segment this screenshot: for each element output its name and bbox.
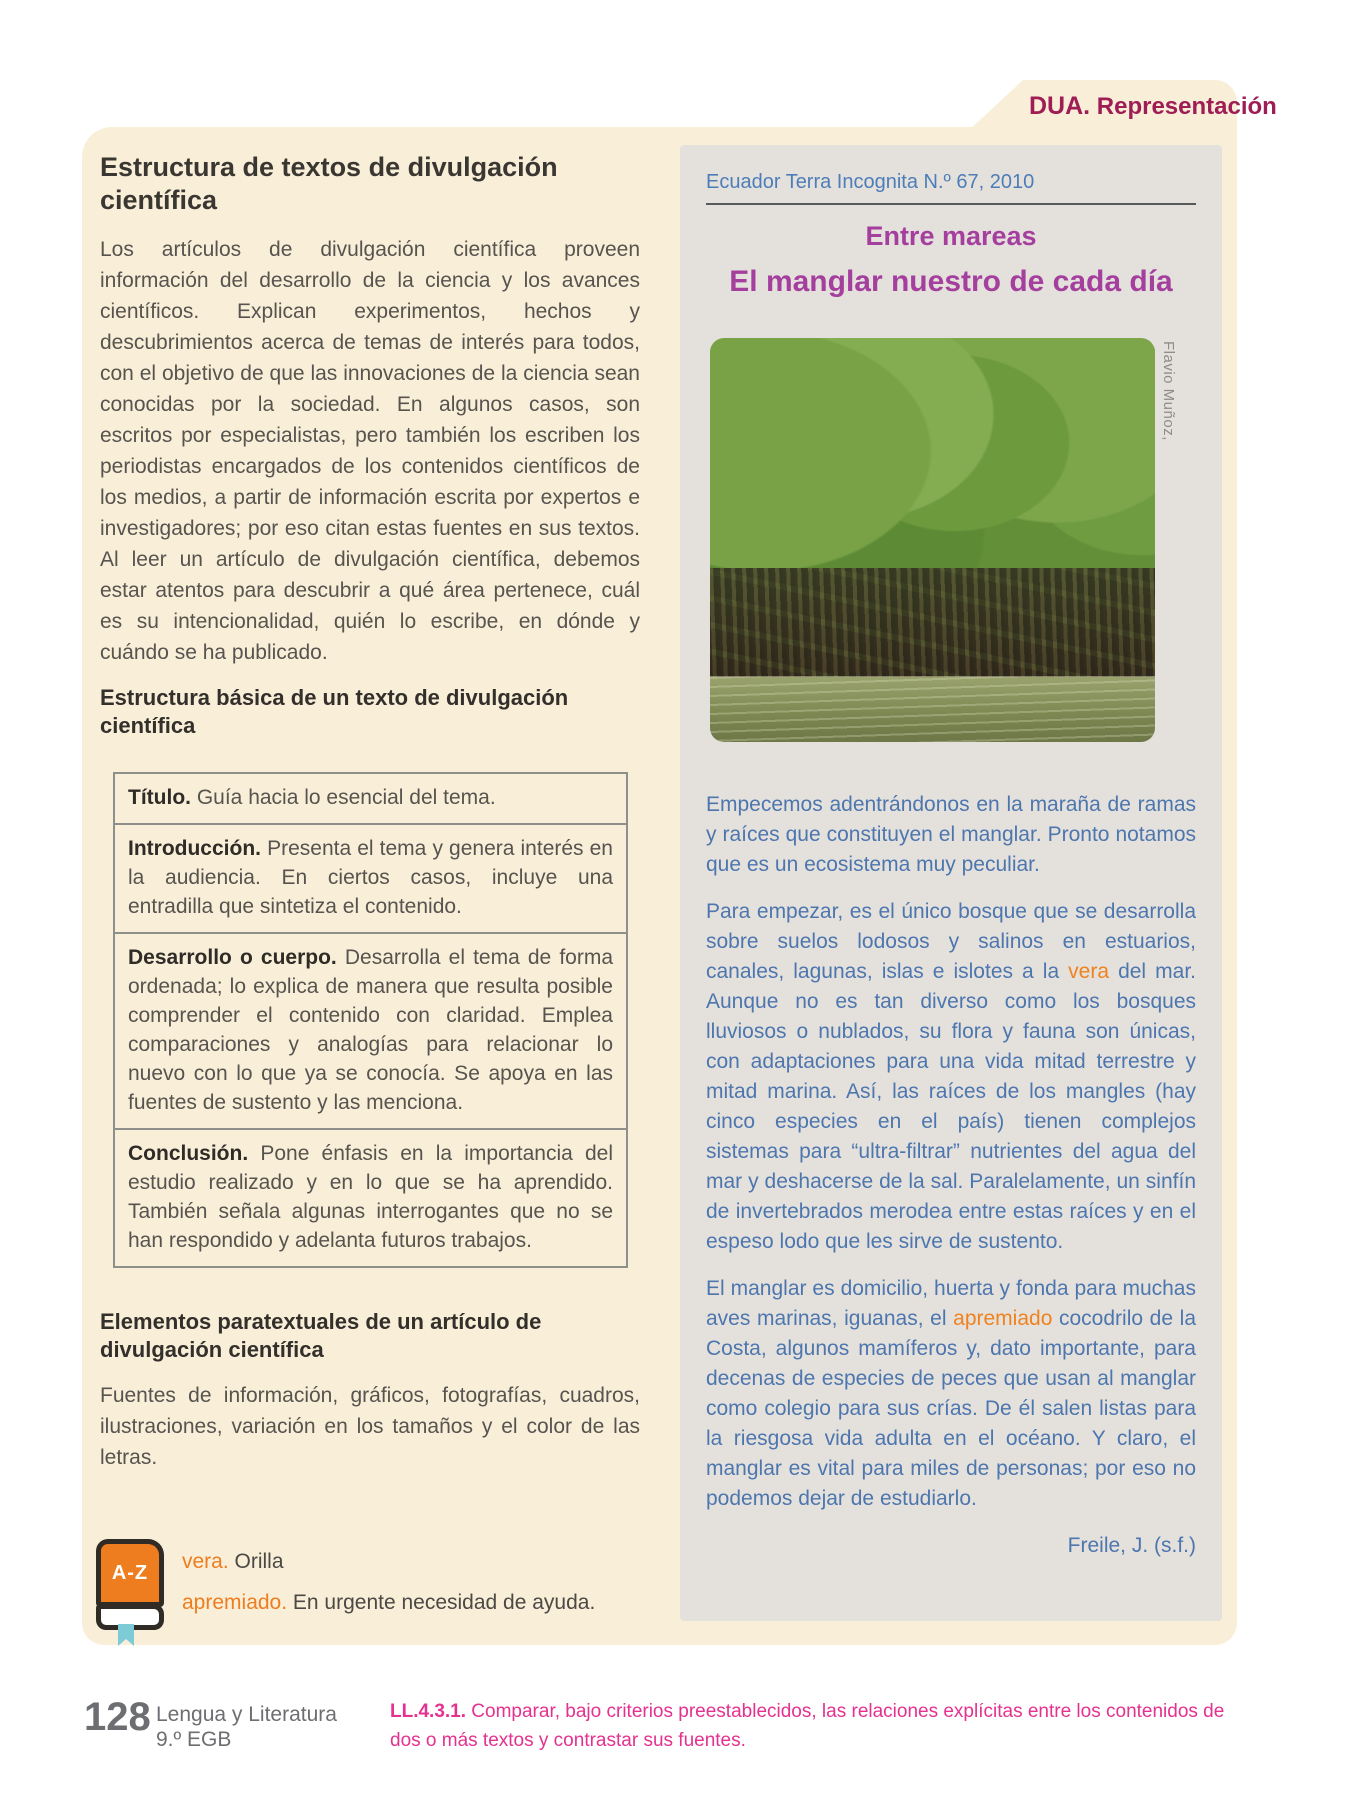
dua-type: Representación [1096,93,1277,120]
table-row-introduccion [115,825,626,934]
dictionary-icon [96,1539,164,1630]
article-body [706,790,1196,1561]
glossary-definition: Orilla [228,1550,284,1573]
article-paragraph: El manglar es domicilio, huerta y fonda para muchas aves marinas, iguanas, el apremiado cocodrilo de la Costa, algunos mamíferos y, dato importante, para decenas de especies de peces que usan al manglar como colegio para sus crías. De él salen listas para la riesgosa vida adulta en el océano. Y claro, el manglar es vital para miles de personas; por eso no podemos dejar de estudiarlo. [706,1277,1196,1510]
glossary-entries [182,1539,595,1630]
article-paragraph: Empecemos adentrándonos en la maraña de ramas y raíces que constituyen el manglar. Pronto notamos que es un ecosistema muy peculiar. [706,793,1196,876]
subject-name: Lengua y Literatura [156,1703,337,1726]
dua-code: DUA. [1029,92,1091,120]
mangrove-roots [710,568,1155,681]
glossary-entry [182,1582,595,1623]
structure-heading: Estructura básica de un texto de divulgación científica [100,685,569,738]
table-row-conclusion [115,1130,626,1266]
source-divider [706,203,1196,205]
article-panel [680,145,1222,1621]
glossary-box [96,1539,595,1630]
section-title: Estructura de textos de divulgación científica [100,152,558,215]
glossary-entry [182,1541,595,1582]
glossary-definition: En urgente necesidad de ayuda. [287,1591,596,1614]
bookmark-ribbon [118,1624,134,1646]
row-term: Título. [128,786,191,809]
row-definition: Pone énfasis en la importancia del estudio realizado y en lo que se ha aprendido. También señala algunas interrogantes que no se han respondido y adelanta futuros trabajos. [128,1142,614,1252]
structure-table [113,772,628,1268]
row-term: Conclusión. [128,1142,249,1165]
curriculum-standard [390,1697,1240,1755]
water [710,677,1155,742]
subject-label [156,1702,337,1752]
theory-column [100,151,640,1473]
glossary-term: vera. [182,1550,229,1573]
article-title: El manglar nuestro de cada día [729,265,1173,298]
article-source: Ecuador Terra Incognita N.º 67, 2010 [706,171,1035,193]
row-definition: Desarrolla el tema de forma ordenada; lo explica de manera que resulta posible comprender el contenido con claridad. Emplea comparaciones y analogías para relacionar lo nuevo con lo que ya se conocía. Se apoya en las fuentes de sustento y las menciona. [128,946,614,1114]
row-definition: Presenta el tema y genera interés en la audiencia. En ciertos casos, incluye una entradilla que sintetiza el contenido. [128,837,613,918]
row-term: Introducción. [128,837,261,860]
article-paragraph: Para empezar, es el único bosque que se desarrolla sobre suelos lodosos y salinos en estuarios, canales, lagunas, islas e islotes a la vera del mar. Aunque no es tan diverso como los bosques lluviosos o nublados, su flora y fauna son únicas, con adaptaciones para una vida mitad terrestre y mitad marina. Así, las raíces de los mangles (hay cinco especies en el país) tienen complejos sistemas para “ultra-filtrar” nutrientes del agua del mar y deshacerse de la sal. Paralelamente, un sinfín de invertebrados merodea entre estas raíces y en el espeso lodo que les sirve de sustento. [706,900,1196,1253]
row-term: Desarrollo o cuerpo. [128,946,337,969]
article-kicker: Entre mareas [865,221,1037,251]
dua-tab-label [1029,92,1277,121]
photo-credit: Flavio Muñoz, [1160,341,1177,441]
table-row-desarrollo [115,934,626,1130]
standard-code: LL.4.3.1. [390,1701,467,1722]
page-number: 128 [84,1695,151,1739]
paratextual-heading: Elementos paratextuales de un artículo de divulgación científica [100,1309,542,1362]
grade-label: 9.º EGB [156,1728,232,1751]
dictionary-icon-cover: A-Z [96,1539,164,1607]
row-definition: Guía hacia lo esencial del tema. [196,786,496,809]
paratextual-paragraph: Fuentes de información, gráficos, fotografías, cuadros, ilustraciones, variación en los tamaños y el color de las letras. [100,1384,640,1469]
table-row-titulo [115,774,626,825]
glossary-term: apremiado. [182,1591,288,1614]
content-panel [82,127,1237,1645]
intro-paragraph: Los artículos de divulgación científica proveen información del desarrollo de la ciencia y los avances científicos. Explican experimentos, hechos y descubrimientos acerca de temas de interés para todos, con el objetivo de que las innovaciones de la ciencia sean conocidas por la sociedad. En algunos casos, son escritos por especialistas, pero también los escriben los periodistas encargados de los contenidos científicos de los medios, a partir de información escrita por expertos e investigadores; por eso citan estas fuentes en sus textos. Al leer un artículo de divulgación científica, debemos estar atentos para descubrir a qué área pertenece, cuál es su intencionalidad, quién lo escribe, en dónde y cuándo se ha publicado. [100,238,640,664]
mangrove-photo [710,338,1155,742]
standard-text: Comparar, bajo criterios preestablecidos, las relaciones explícitas entre los contenidos de dos o más textos y contrastar sus fuentes. [390,1701,1225,1751]
article-attribution: Freile, J. (s.f.) [1067,1534,1196,1557]
